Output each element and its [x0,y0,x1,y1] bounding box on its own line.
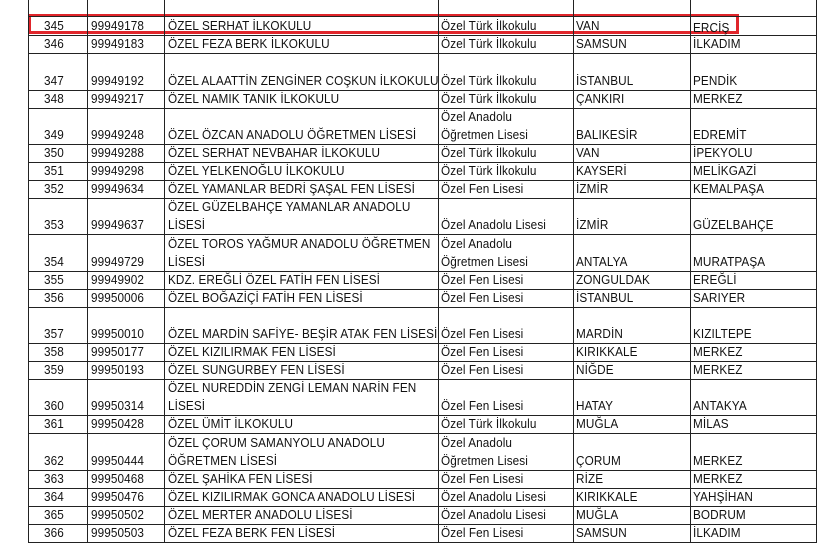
cell-code: 99950444 [91,454,145,468]
cell-no: 364 [44,490,64,504]
row-divider [28,234,817,235]
cell-no: 354 [44,255,64,269]
cell-city: BALIKESİR [576,128,638,142]
cell-district: MERKEZ [693,472,743,486]
cell-city: VAN [576,146,600,160]
row-divider [28,470,817,471]
cell-name: ÖĞRETMEN LİSESİ [168,454,278,468]
cell-code: 99950502 [91,508,145,522]
cell-type: Özel Fen Lisesi [441,363,524,377]
cell-type: Özel Türk İlkokulu [441,417,537,431]
row-divider [28,379,817,380]
row-divider [28,289,817,290]
cell-district: EDREMİT [693,128,747,142]
cell-type: Özel Fen Lisesi [441,273,524,287]
cell-no: 359 [44,363,64,377]
cell-type: Özel Anadolu Lisesi [441,508,547,522]
cell-city: KIRIKKALE [576,345,638,359]
row-divider [28,162,817,163]
cell-code: 99950177 [91,345,145,359]
cell-code: 99950010 [91,327,145,341]
cell-no: 352 [44,182,64,196]
cell-city: NİĞDE [576,363,614,377]
row-divider [28,361,817,362]
cell-city: SAMSUN [576,526,627,540]
cell-type: Özel Fen Lisesi [441,182,524,196]
cell-code: 99949248 [91,128,145,142]
cell-code: 99949183 [91,37,145,51]
row-divider [28,180,817,181]
cell-no: 358 [44,345,64,359]
row-divider [28,307,817,308]
cell-type: Özel Anadolu [441,110,513,124]
cell-name: ÖZEL KIZILIRMAK FEN LİSESİ [168,345,336,359]
cell-type: Özel Fen Lisesi [441,399,524,413]
cell-code: 99949178 [91,19,145,33]
cell-type: Özel Anadolu Lisesi [441,218,547,232]
cell-no: 356 [44,291,64,305]
cell-district: İLKADIM [693,526,741,540]
cell-city: HATAY [576,399,614,413]
cell-city: ANTALYA [576,255,628,269]
cell-name: ÖZEL FEZA BERK İLKOKULU [168,37,330,51]
cell-city: KAYSERİ [576,164,627,178]
cell-district: GÜZELBAHÇE [693,218,774,232]
cell-type: Özel Fen Lisesi [441,291,524,305]
cell-no: 365 [44,508,64,522]
cell-code: 99949637 [91,218,145,232]
cell-type: Özel Türk İlkokulu [441,164,537,178]
cell-no: 357 [44,327,64,341]
row-divider [28,108,817,109]
cell-code: 99949298 [91,164,145,178]
cell-no: 363 [44,472,64,486]
cell-name: ÖZEL BOĞAZİÇİ FATİH FEN LİSESİ [168,291,363,305]
cell-name: ÖZEL TOROS YAĞMUR ANADOLU ÖĞRETMEN [168,237,431,251]
cell-name: ÖZEL ÇORUM SAMANYOLU ANADOLU [168,436,386,450]
cell-district: PENDİK [693,74,738,88]
cell-city: İSTANBUL [576,291,634,305]
cell-no: 353 [44,218,64,232]
cell-city: ZONGULDAK [576,273,650,287]
cell-city: MARDİN [576,327,623,341]
cell-type: Özel Fen Lisesi [441,472,524,486]
cell-type: Öğretmen Lisesi [441,255,528,269]
row-divider [28,271,817,272]
cell-no: 355 [44,273,64,287]
row-divider [28,524,817,525]
cell-type: Özel Türk İlkokulu [441,19,537,33]
cell-name: ÖZEL MERTER ANADOLU LİSESİ [168,508,353,522]
cell-name: LİSESİ [168,399,206,413]
cell-name: LİSESİ [168,218,206,232]
cell-city: İSTANBUL [576,74,634,88]
row-divider [28,542,817,543]
cell-name: ÖZEL KIZILIRMAK GONCA ANADOLU LİSESİ [168,490,416,504]
cell-city: RİZE [576,472,604,486]
cell-code: 99950314 [91,399,145,413]
cell-code: 99949729 [91,255,145,269]
cell-district: MURATPAŞA [693,255,766,269]
cell-district: ERCİŞ [693,21,730,35]
cell-name: ÖZEL FEZA BERK FEN LİSESİ [168,526,336,540]
cell-type: Özel Türk İlkokulu [441,92,537,106]
cell-code: 99949634 [91,182,145,196]
cell-name: ÖZEL ÖZCAN ANADOLU ÖĞRETMEN LİSESİ [168,128,417,142]
cell-no: 366 [44,526,64,540]
cell-no: 360 [44,399,64,413]
row-divider [28,35,817,36]
cell-no: 347 [44,74,64,88]
cell-name: ÖZEL YELKENOĞLU İLKOKULU [168,164,345,178]
row-divider [28,343,817,344]
cell-district: SARIYER [693,291,746,305]
cell-code: 99949192 [91,74,145,88]
cell-district: MERKEZ [693,345,743,359]
cell-no: 349 [44,128,64,142]
cell-district: KIZILTEPE [693,327,752,341]
cell-name: ÖZEL ŞAHİKA FEN LİSESİ [168,472,313,486]
cell-district: MELİKGAZİ [693,164,757,178]
row-divider [28,144,817,145]
cell-district: MİLAS [693,417,729,431]
cell-code: 99950006 [91,291,145,305]
cell-city: SAMSUN [576,37,627,51]
cell-code: 99950193 [91,363,145,377]
cell-no: 362 [44,454,64,468]
cell-district: MERKEZ [693,92,743,106]
cell-type: Özel Fen Lisesi [441,526,524,540]
cell-type: Özel Anadolu Lisesi [441,490,547,504]
cell-district: MERKEZ [693,454,743,468]
cell-city: MUĞLA [576,417,619,431]
cell-no: 345 [44,19,64,33]
cell-type: Özel Anadolu [441,237,513,251]
cell-name: ÖZEL SERHAT İLKOKULU [168,19,312,33]
cell-name: ÖZEL SERHAT NEVBAHAR İLKOKULU [168,146,381,160]
cell-name: LİSESİ [168,255,206,269]
cell-no: 348 [44,92,64,106]
row-divider [28,90,817,91]
cell-name: ÖZEL GÜZELBAHÇE YAMANLAR ANADOLU [168,200,411,214]
cell-city: İZMİR [576,182,609,196]
cell-district: ANTAKYA [693,399,747,413]
cell-type: Özel Fen Lisesi [441,345,524,359]
row-divider [28,506,817,507]
cell-district: İLKADIM [693,37,741,51]
cell-city: KIRIKKALE [576,490,638,504]
cell-code: 99950503 [91,526,145,540]
cell-no: 350 [44,146,64,160]
cell-type: Özel Türk İlkokulu [441,146,537,160]
cell-type: Öğretmen Lisesi [441,454,528,468]
cell-code: 99949217 [91,92,145,106]
cell-city: İZMİR [576,218,609,232]
cell-type: Özel Fen Lisesi [441,327,524,341]
cell-city: VAN [576,19,600,33]
cell-city: MUĞLA [576,508,619,522]
cell-code: 99949288 [91,146,145,160]
cell-name: ÖZEL SUNGURBEY FEN LİSESİ [168,363,345,377]
cell-type: Özel Türk İlkokulu [441,74,537,88]
cell-district: KEMALPAŞA [693,182,765,196]
cell-no: 346 [44,37,64,51]
cell-name: ÖZEL ÜMİT İLKOKULU [168,417,294,431]
cell-name: KDZ. EREĞLİ ÖZEL FATİH FEN LİSESİ [168,273,381,287]
cell-code: 99950468 [91,472,145,486]
row-divider [28,415,817,416]
cell-district: EREĞLİ [693,273,737,287]
cell-type: Özel Anadolu [441,436,513,450]
cell-district: BODRUM [693,508,746,522]
row-divider [28,53,817,54]
cell-district: YAHŞİHAN [693,490,753,504]
cell-name: ÖZEL ALAATTİN ZENGİNER COŞKUN İLKOKULU [168,74,439,88]
cell-code: 99950476 [91,490,145,504]
row-divider [28,16,817,17]
cell-district: İPEKYOLU [693,146,753,160]
cell-district: MERKEZ [693,363,743,377]
cell-name: ÖZEL NUREDDİN ZENGİ LEMAN NARİN FEN [168,381,417,395]
cell-type: Öğretmen Lisesi [441,128,528,142]
cell-city: ÇORUM [576,454,621,468]
cell-no: 361 [44,417,64,431]
cell-name: ÖZEL NAMIK TANIK İLKOKULU [168,92,340,106]
cell-city: ÇANKIRI [576,92,625,106]
cell-name: ÖZEL YAMANLAR BEDRİ ŞAŞAL FEN LİSESİ [168,182,415,196]
row-divider [28,433,817,434]
cell-code: 99950428 [91,417,145,431]
cell-type: Özel Türk İlkokulu [441,37,537,51]
cell-no: 351 [44,164,64,178]
cell-name: ÖZEL MARDİN SAFİYE- BEŞİR ATAK FEN LİSESİ [168,327,438,341]
cell-code: 99949902 [91,273,145,287]
row-divider [28,198,817,199]
row-divider [28,488,817,489]
